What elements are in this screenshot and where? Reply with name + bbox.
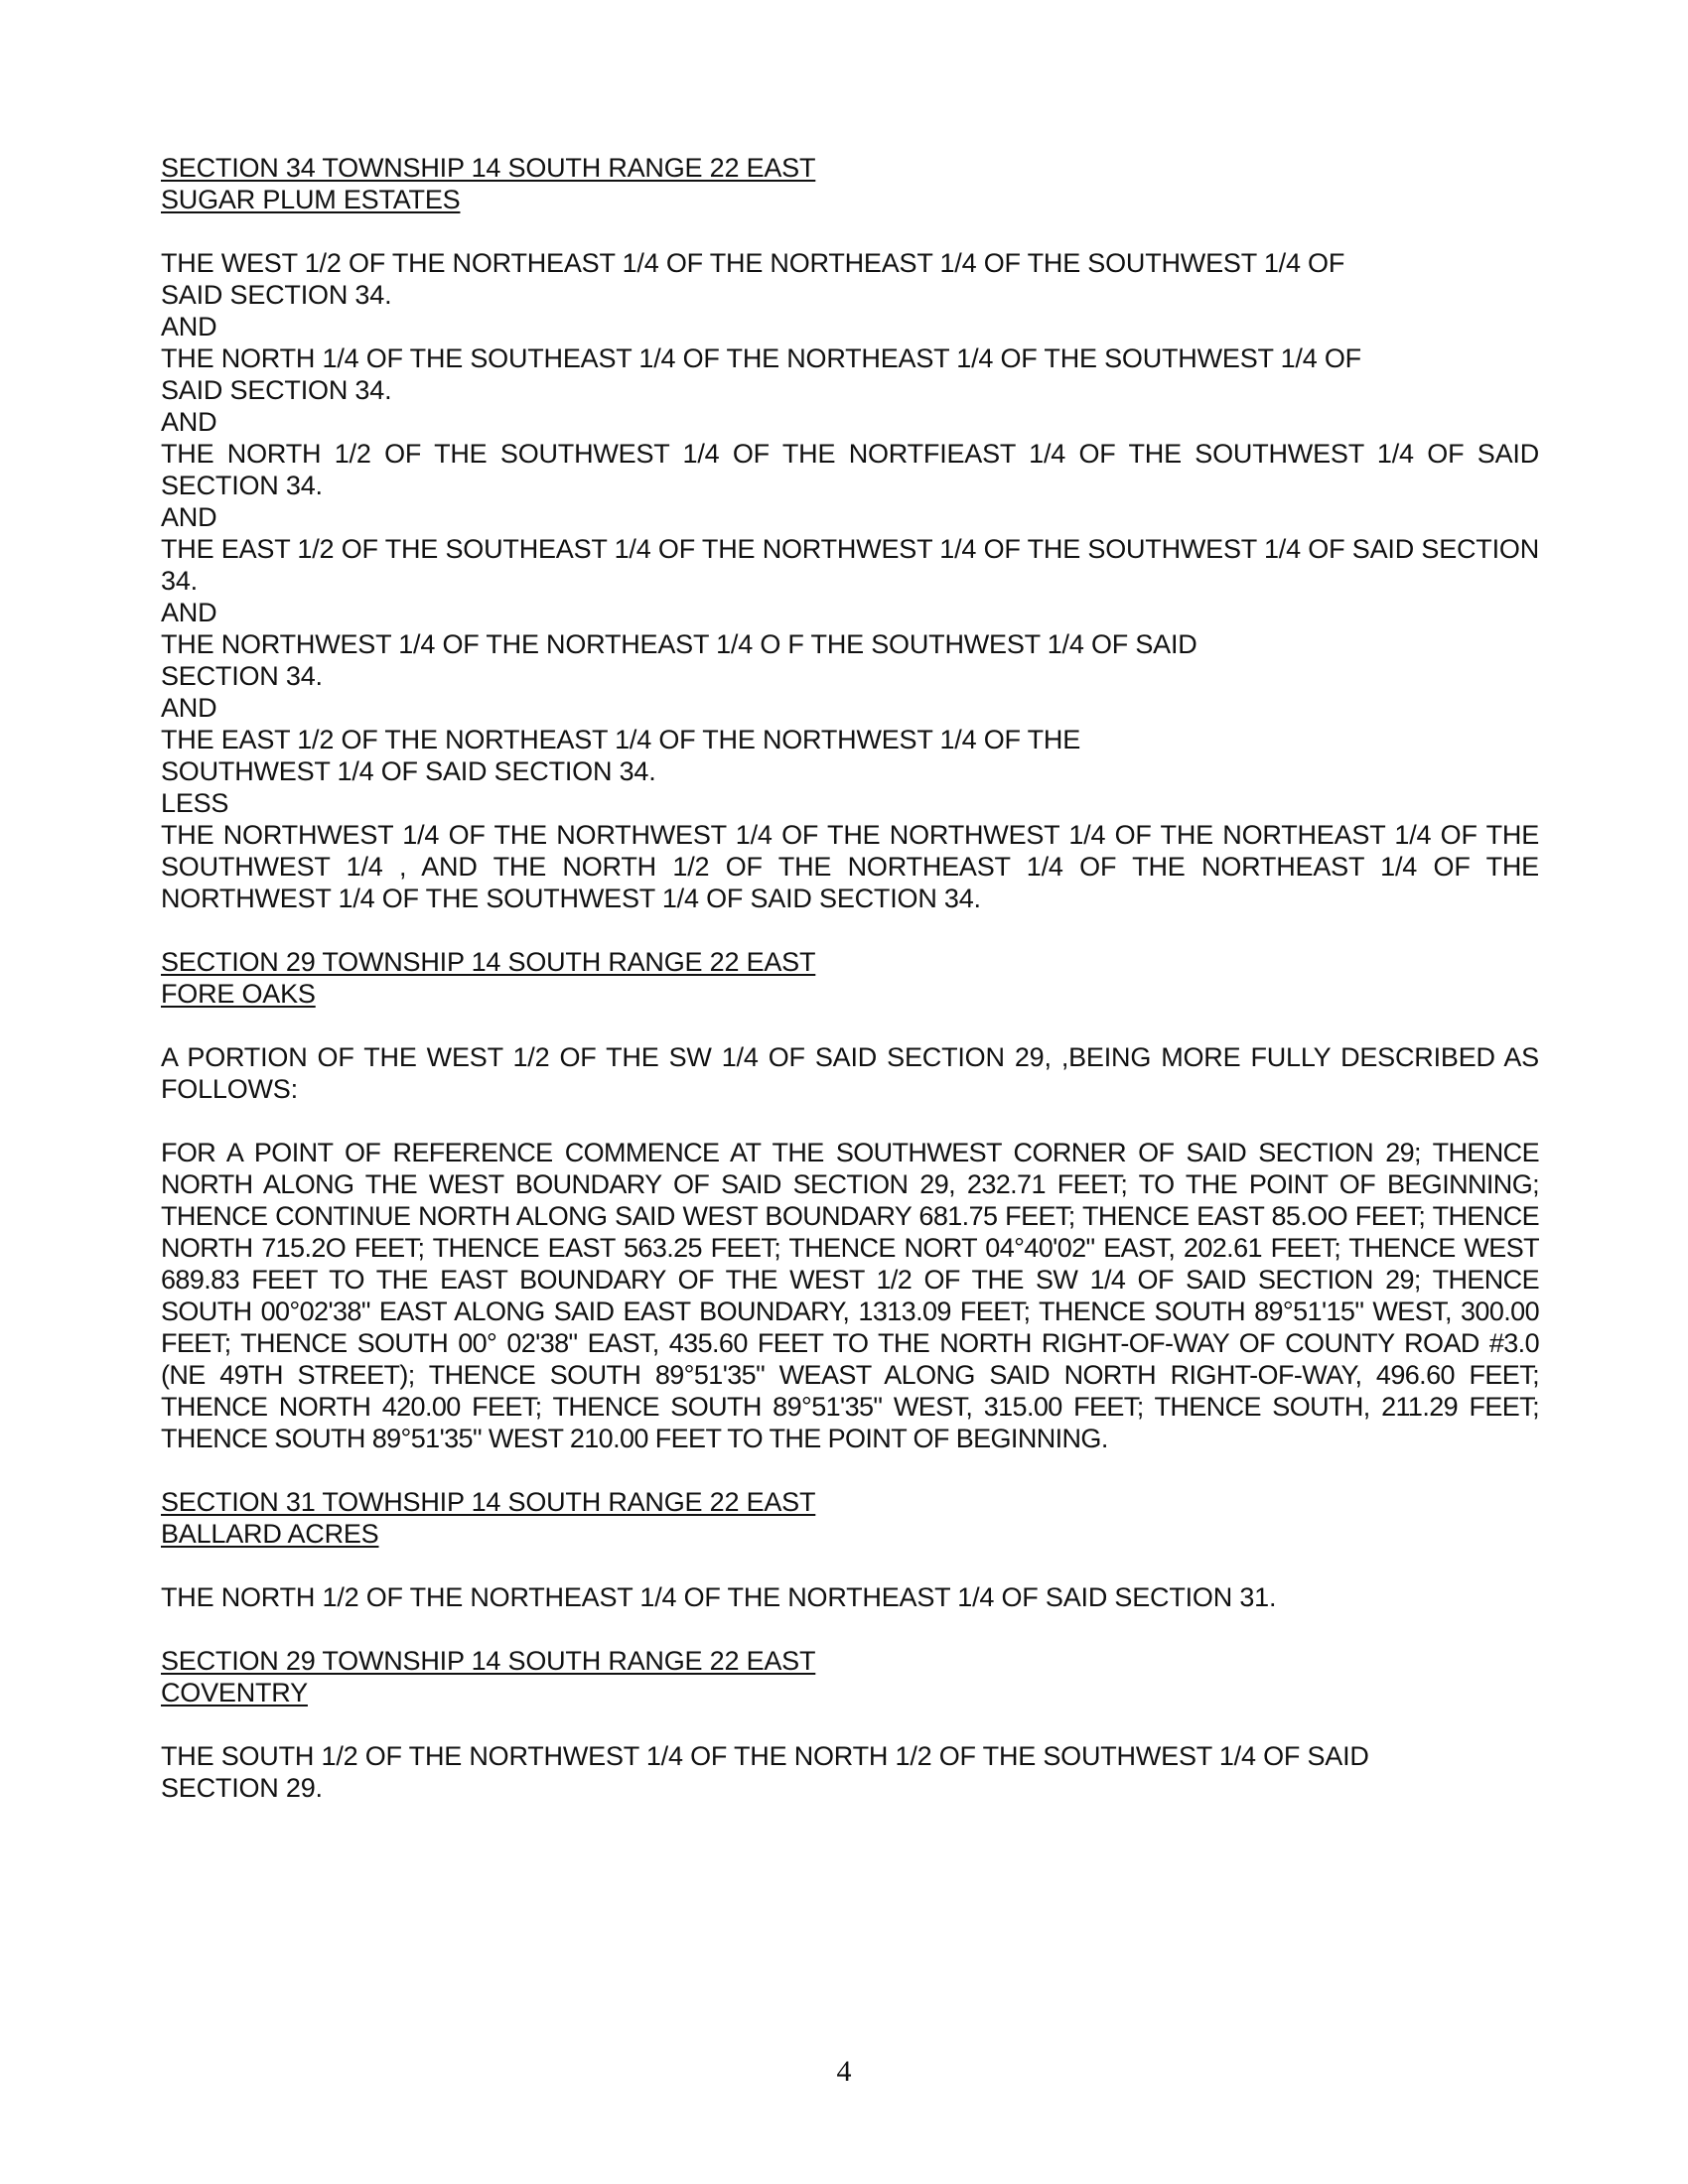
legal-line: THE NORTHWEST 1/4 OF THE NORTHEAST 1/4 O F THE SOUTHWEST 1/4 OF SAID xyxy=(161,629,1197,659)
section-heading-line-1: SECTION 34 TOWNSHIP 14 SOUTH RANGE 22 EAST xyxy=(161,153,816,183)
connector-word: AND xyxy=(161,407,217,437)
section-ballard-acres xyxy=(161,1486,1539,1613)
section-heading-line-1: SECTION 31 TOWHSHIP 14 SOUTH RANGE 22 EAST xyxy=(161,1487,816,1517)
legal-line: THE NORTHWEST 1/4 OF THE NORTHWEST 1/4 OF THE NORTHWEST 1/4 OF THE NORTHEAST 1/4 OF THE SOUTHWEST 1/4 , AND THE NORTH 1/2 OF THE NORTHEAST 1/4 OF THE NORTHEAST 1/4 OF THE NORTHWEST 1/4 OF THE SOUTHWEST 1/4 OF SAID SECTION 34. xyxy=(161,820,1539,913)
legal-line: THE NORTH 1/4 OF THE SOUTHEAST 1/4 OF THE NORTHEAST 1/4 OF THE SOUTHWEST 1/4 OF SAID SECTION 34. xyxy=(161,343,1361,405)
legal-line: SOUTHWEST 1/4 OF SAID SECTION 34. xyxy=(161,756,656,786)
legal-line: THE WEST 1/2 OF THE NORTHEAST 1/4 OF THE NORTHEAST 1/4 OF THE SOUTHWEST 1/4 OF SAID SECTION 34. xyxy=(161,248,1345,310)
section-coventry xyxy=(161,1645,1539,1804)
section-heading xyxy=(161,152,1539,215)
section-heading xyxy=(161,946,1539,1010)
section-sugar-plum-estates xyxy=(161,152,1539,914)
legal-line: SECTION 34. xyxy=(161,661,323,691)
page-number: 4 xyxy=(836,2055,852,2088)
connector-word: AND xyxy=(161,693,217,723)
legal-paragraph: FOR A POINT OF REFERENCE COMMENCE AT THE SOUTHWEST CORNER OF SAID SECTION 29; THENCE NORTH ALONG THE WEST BOUNDARY OF SAID SECTION 29, 232.71 FEET; TO THE POINT OF BEGINNING; THENCE CONTINUE NORTH ALONG SAID WEST BOUNDARY 681.75 FEET; THENCE EAST 85.OO FEET; THENCE NORTH 715.2O FEET; THENCE EAST 563.25 FEET; THENCE NORT 04°40'02" EAST, 202.61 FEET; THENCE WEST 689.83 FEET TO THE EAST BOUNDARY OF THE WEST 1/2 OF THE SW 1/4 OF SAID SECTION 29; THENCE SOUTH 00°02'38" EAST ALONG SAID EAST BOUNDARY, 1313.09 FEET; THENCE SOUTH 89°51'15" WEST, 300.00 FEET; THENCE SOUTH 00° 02'38" EAST, 435.60 FEET TO THE NORTH RIGHT-OF-WAY OF COUNTY ROAD #3.0 (NE 49TH STREET); THENCE SOUTH 89°51'35" WEAST ALONG SAID NORTH RIGHT-OF-WAY, 496.60 FEET; THENCE NORTH 420.00 FEET; THENCE SOUTH 89°51'35" WEST, 315.00 FEET; THENCE SOUTH, 211.29 FEET; THENCE SOUTH 89°51'35" WEST 210.00 FEET TO THE POINT OF BEGINNING. xyxy=(161,1138,1539,1453)
legal-line: THE NORTH 1/2 OF THE SOUTHWEST 1/4 OF THE NORTFIEAST 1/4 OF THE SOUTHWEST 1/4 OF SAID SECTION 34. xyxy=(161,439,1539,500)
legal-line: THE EAST 1/2 OF THE SOUTHEAST 1/4 OF THE NORTHWEST 1/4 OF THE SOUTHWEST 1/4 OF SAID SECTION 34. xyxy=(161,534,1539,596)
section-heading-line-1: SECTION 29 TOWNSHIP 14 SOUTH RANGE 22 EAST xyxy=(161,947,816,977)
connector-word: AND xyxy=(161,598,217,627)
legal-line: SECTION 29. xyxy=(161,1773,323,1803)
section-heading-line-2: FORE OAKS xyxy=(161,979,316,1009)
document-body xyxy=(161,152,1539,1836)
section-heading-line-2: BALLARD ACRES xyxy=(161,1519,379,1549)
legal-line: THE SOUTH 1/2 OF THE NORTHWEST 1/4 OF THE NORTH 1/2 OF THE SOUTHWEST 1/4 OF SAID xyxy=(161,1741,1369,1771)
section-heading-line-2: SUGAR PLUM ESTATES xyxy=(161,185,461,214)
section-heading-line-1: SECTION 29 TOWNSHIP 14 SOUTH RANGE 22 EAST xyxy=(161,1646,816,1676)
connector-word: AND xyxy=(161,312,217,341)
legal-paragraph: THE NORTH 1/2 OF THE NORTHEAST 1/4 OF THE NORTHEAST 1/4 OF SAID SECTION 31. xyxy=(161,1582,1277,1612)
section-fore-oaks xyxy=(161,946,1539,1454)
section-heading xyxy=(161,1645,1539,1708)
connector-word: AND xyxy=(161,502,217,532)
legal-paragraph: A PORTION OF THE WEST 1/2 OF THE SW 1/4 OF SAID SECTION 29, ,BEING MORE FULLY DESCRIBED AS FOLLOWS: xyxy=(161,1042,1539,1104)
section-heading xyxy=(161,1486,1539,1550)
connector-word: LESS xyxy=(161,788,229,818)
legal-line: THE EAST 1/2 OF THE NORTHEAST 1/4 OF THE NORTHWEST 1/4 OF THE xyxy=(161,725,1081,754)
section-heading-line-2: COVENTRY xyxy=(161,1678,308,1707)
